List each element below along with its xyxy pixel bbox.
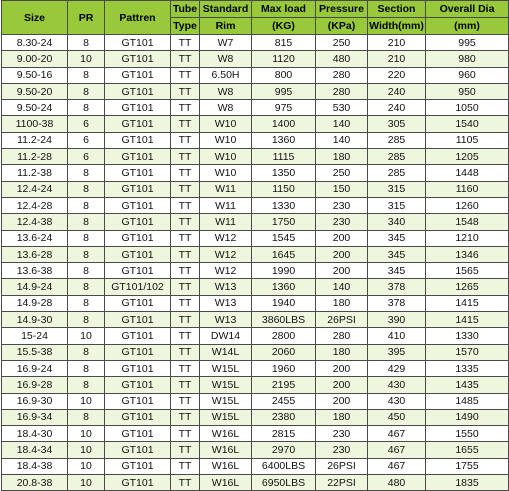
cell-max-load: 1350: [252, 165, 316, 181]
header-maxload-top: Max load: [252, 1, 316, 18]
cell-overall-dia: 1205: [426, 149, 509, 165]
cell-section-width: 285: [368, 132, 426, 148]
cell-max-load: 1360: [252, 132, 316, 148]
table-header: [2, 1, 509, 35]
cell-pr: 8: [68, 67, 105, 83]
cell-size: 16.9-28: [2, 377, 68, 393]
table-row: [2, 442, 509, 458]
cell-pressure: 140: [316, 279, 368, 295]
cell-tube: TT: [171, 295, 200, 311]
cell-pr: 8: [68, 377, 105, 393]
cell-max-load: 1990: [252, 263, 316, 279]
table-row: [2, 393, 509, 409]
cell-pattern: GT101: [105, 442, 171, 458]
cell-overall-dia: 1265: [426, 279, 509, 295]
cell-pattern: GT101: [105, 312, 171, 328]
cell-pattern: GT101: [105, 475, 171, 491]
table-row: [2, 426, 509, 442]
cell-tube: TT: [171, 230, 200, 246]
cell-rim: W11: [200, 214, 252, 230]
cell-pressure: 200: [316, 230, 368, 246]
cell-pattern: GT101: [105, 100, 171, 116]
cell-tube: TT: [171, 377, 200, 393]
cell-pr: 8: [68, 197, 105, 213]
cell-pr: 10: [68, 426, 105, 442]
cell-tube: TT: [171, 426, 200, 442]
cell-max-load: 800: [252, 67, 316, 83]
table-row: [2, 458, 509, 474]
header-section-top: Section: [368, 1, 426, 18]
cell-pattern: GT101: [105, 197, 171, 213]
cell-section-width: 467: [368, 442, 426, 458]
cell-pattern: GT101: [105, 409, 171, 425]
cell-pr: 8: [68, 312, 105, 328]
cell-pressure: 140: [316, 132, 368, 148]
cell-pressure: 230: [316, 442, 368, 458]
header-standard-bottom: Rim: [200, 18, 252, 35]
cell-max-load: 2815: [252, 426, 316, 442]
cell-size: 15.5-38: [2, 344, 68, 360]
cell-pattern: GT101: [105, 51, 171, 67]
cell-size: 13.6-28: [2, 246, 68, 262]
cell-tube: TT: [171, 214, 200, 230]
cell-pattern: GT101: [105, 328, 171, 344]
cell-rim: W16L: [200, 458, 252, 474]
cell-tube: TT: [171, 328, 200, 344]
cell-overall-dia: 980: [426, 51, 509, 67]
cell-max-load: 6400LBS: [252, 458, 316, 474]
cell-pr: 6: [68, 132, 105, 148]
cell-pr: 10: [68, 442, 105, 458]
table-row: [2, 295, 509, 311]
cell-pattern: GT101: [105, 67, 171, 83]
cell-max-load: 1960: [252, 360, 316, 376]
cell-max-load: 1645: [252, 246, 316, 262]
table-row: [2, 279, 509, 295]
cell-section-width: 345: [368, 263, 426, 279]
cell-tube: TT: [171, 35, 200, 51]
cell-max-load: 1360: [252, 279, 316, 295]
cell-pressure: 22PSI: [316, 475, 368, 491]
table-row: [2, 246, 509, 262]
cell-size: 14.9-24: [2, 279, 68, 295]
cell-rim: W7: [200, 35, 252, 51]
header-section-bottom: Width(mm): [368, 18, 426, 35]
header-overall-bottom: (mm): [426, 18, 509, 35]
cell-pressure: 250: [316, 35, 368, 51]
table-row: [2, 51, 509, 67]
cell-pattern: GT101: [105, 246, 171, 262]
cell-overall-dia: 1050: [426, 100, 509, 116]
cell-rim: W12: [200, 246, 252, 262]
cell-size: 9.50-20: [2, 83, 68, 99]
cell-size: 16.9-24: [2, 360, 68, 376]
cell-overall-dia: 1346: [426, 246, 509, 262]
cell-pressure: 230: [316, 426, 368, 442]
cell-rim: W15L: [200, 360, 252, 376]
table-row: [2, 181, 509, 197]
cell-rim: 6.50H: [200, 67, 252, 83]
header-pressure-top: Pressure: [316, 1, 368, 18]
cell-overall-dia: 1435: [426, 377, 509, 393]
cell-pressure: 280: [316, 328, 368, 344]
cell-pattern: GT101: [105, 35, 171, 51]
table-row: [2, 312, 509, 328]
cell-tube: TT: [171, 409, 200, 425]
cell-pattern: GT101: [105, 377, 171, 393]
cell-section-width: 345: [368, 230, 426, 246]
cell-tube: TT: [171, 279, 200, 295]
cell-section-width: 305: [368, 116, 426, 132]
cell-pattern: GT101: [105, 149, 171, 165]
cell-pressure: 200: [316, 393, 368, 409]
table-row: [2, 100, 509, 116]
cell-overall-dia: 1485: [426, 393, 509, 409]
cell-size: 9.00-20: [2, 51, 68, 67]
cell-tube: TT: [171, 344, 200, 360]
cell-overall-dia: 1540: [426, 116, 509, 132]
cell-size: 8.30-24: [2, 35, 68, 51]
cell-overall-dia: 960: [426, 67, 509, 83]
cell-max-load: 2060: [252, 344, 316, 360]
cell-pr: 8: [68, 100, 105, 116]
cell-section-width: 467: [368, 426, 426, 442]
cell-pressure: 150: [316, 181, 368, 197]
cell-overall-dia: 1335: [426, 360, 509, 376]
cell-pressure: 250: [316, 165, 368, 181]
cell-section-width: 345: [368, 246, 426, 262]
cell-tube: TT: [171, 246, 200, 262]
header-maxload-bottom: (KG): [252, 18, 316, 35]
header-tube-bottom: Type: [171, 18, 200, 35]
cell-max-load: 2455: [252, 393, 316, 409]
cell-pressure: 180: [316, 409, 368, 425]
cell-size: 18.4-38: [2, 458, 68, 474]
cell-overall-dia: 1105: [426, 132, 509, 148]
cell-section-width: 340: [368, 214, 426, 230]
cell-pressure: 200: [316, 377, 368, 393]
cell-rim: W16L: [200, 475, 252, 491]
cell-pattern: GT101: [105, 426, 171, 442]
cell-size: 11.2-38: [2, 165, 68, 181]
cell-pattern: GT101: [105, 132, 171, 148]
cell-overall-dia: 1448: [426, 165, 509, 181]
cell-pressure: 180: [316, 344, 368, 360]
cell-section-width: 430: [368, 393, 426, 409]
cell-max-load: 1750: [252, 214, 316, 230]
cell-overall-dia: 1210: [426, 230, 509, 246]
cell-overall-dia: 1260: [426, 197, 509, 213]
cell-tube: TT: [171, 312, 200, 328]
cell-rim: W10: [200, 132, 252, 148]
cell-pattern: GT101: [105, 214, 171, 230]
cell-pr: 6: [68, 116, 105, 132]
cell-tube: TT: [171, 442, 200, 458]
cell-pressure: 530: [316, 100, 368, 116]
cell-overall-dia: 1655: [426, 442, 509, 458]
cell-section-width: 410: [368, 328, 426, 344]
cell-pr: 10: [68, 51, 105, 67]
cell-max-load: 1400: [252, 116, 316, 132]
cell-size: 15-24: [2, 328, 68, 344]
cell-max-load: 1150: [252, 181, 316, 197]
cell-pattern: GT101: [105, 393, 171, 409]
cell-pattern: GT101: [105, 295, 171, 311]
cell-pr: 8: [68, 246, 105, 262]
cell-pr: 10: [68, 328, 105, 344]
cell-tube: TT: [171, 458, 200, 474]
cell-pr: 8: [68, 230, 105, 246]
cell-size: 14.9-28: [2, 295, 68, 311]
cell-rim: W10: [200, 149, 252, 165]
cell-tube: TT: [171, 149, 200, 165]
cell-pr: 8: [68, 165, 105, 181]
table-row: [2, 83, 509, 99]
cell-size: 11.2-28: [2, 149, 68, 165]
cell-max-load: 1545: [252, 230, 316, 246]
cell-max-load: 995: [252, 83, 316, 99]
cell-size: 16.9-30: [2, 393, 68, 409]
cell-section-width: 240: [368, 100, 426, 116]
table-row: [2, 35, 509, 51]
cell-pressure: 200: [316, 360, 368, 376]
cell-pattern: GT101: [105, 83, 171, 99]
cell-tube: TT: [171, 132, 200, 148]
table-row: [2, 132, 509, 148]
cell-section-width: 285: [368, 165, 426, 181]
cell-max-load: 2970: [252, 442, 316, 458]
cell-pressure: 26PSI: [316, 458, 368, 474]
cell-tube: TT: [171, 393, 200, 409]
cell-pattern: GT101: [105, 181, 171, 197]
cell-section-width: 220: [368, 67, 426, 83]
cell-size: 13.6-38: [2, 263, 68, 279]
cell-overall-dia: 995: [426, 35, 509, 51]
cell-tube: TT: [171, 100, 200, 116]
cell-size: 1100-38: [2, 116, 68, 132]
cell-rim: W13: [200, 295, 252, 311]
cell-pressure: 230: [316, 214, 368, 230]
cell-section-width: 378: [368, 295, 426, 311]
cell-max-load: 2800: [252, 328, 316, 344]
cell-tube: TT: [171, 475, 200, 491]
cell-pattern: GT101: [105, 165, 171, 181]
cell-rim: DW14: [200, 328, 252, 344]
cell-pressure: 180: [316, 295, 368, 311]
cell-section-width: 210: [368, 35, 426, 51]
cell-pr: 8: [68, 181, 105, 197]
cell-overall-dia: 1330: [426, 328, 509, 344]
cell-tube: TT: [171, 197, 200, 213]
cell-pr: 8: [68, 83, 105, 99]
cell-pattern: GT101: [105, 116, 171, 132]
cell-tube: TT: [171, 165, 200, 181]
table-row: [2, 197, 509, 213]
cell-pressure: 200: [316, 246, 368, 262]
cell-size: 9.50-24: [2, 100, 68, 116]
header-pressure-bottom: (KPa): [316, 18, 368, 35]
cell-section-width: 240: [368, 83, 426, 99]
cell-overall-dia: 1755: [426, 458, 509, 474]
cell-pattern: GT101: [105, 360, 171, 376]
table-row: [2, 67, 509, 83]
cell-pressure: 480: [316, 51, 368, 67]
table-body: [2, 35, 509, 491]
cell-section-width: 390: [368, 312, 426, 328]
cell-overall-dia: 1160: [426, 181, 509, 197]
cell-rim: W8: [200, 51, 252, 67]
header-overall-top: Overall Dia: [426, 1, 509, 18]
cell-overall-dia: 1548: [426, 214, 509, 230]
cell-section-width: 315: [368, 181, 426, 197]
cell-size: 18.4-34: [2, 442, 68, 458]
cell-size: 12.4-24: [2, 181, 68, 197]
cell-overall-dia: 1415: [426, 312, 509, 328]
cell-tube: TT: [171, 181, 200, 197]
cell-section-width: 210: [368, 51, 426, 67]
cell-size: 11.2-24: [2, 132, 68, 148]
cell-pattern: GT101: [105, 458, 171, 474]
table-row: [2, 409, 509, 425]
table-row: [2, 360, 509, 376]
cell-rim: W10: [200, 165, 252, 181]
cell-section-width: 467: [368, 458, 426, 474]
cell-overall-dia: 950: [426, 83, 509, 99]
cell-rim: W12: [200, 230, 252, 246]
cell-max-load: 2380: [252, 409, 316, 425]
cell-pr: 8: [68, 360, 105, 376]
cell-pattern: GT101: [105, 230, 171, 246]
cell-pattern: GT101: [105, 344, 171, 360]
cell-pr: 8: [68, 295, 105, 311]
cell-size: 9.50-16: [2, 67, 68, 83]
table-row: [2, 230, 509, 246]
table-row: [2, 263, 509, 279]
cell-overall-dia: 1835: [426, 475, 509, 491]
table-row: [2, 214, 509, 230]
cell-pattern: GT101/102: [105, 279, 171, 295]
cell-rim: W13: [200, 312, 252, 328]
cell-rim: W15L: [200, 409, 252, 425]
cell-size: 20.8-38: [2, 475, 68, 491]
cell-rim: W12: [200, 263, 252, 279]
cell-max-load: 6950LBS: [252, 475, 316, 491]
header-tube-top: Tube: [171, 1, 200, 18]
cell-rim: W13: [200, 279, 252, 295]
cell-overall-dia: 1565: [426, 263, 509, 279]
cell-size: 12.4-38: [2, 214, 68, 230]
cell-max-load: 1940: [252, 295, 316, 311]
cell-size: 16.9-34: [2, 409, 68, 425]
table-row: [2, 116, 509, 132]
cell-rim: W8: [200, 83, 252, 99]
cell-pressure: 180: [316, 149, 368, 165]
cell-pr: 10: [68, 458, 105, 474]
cell-pressure: 230: [316, 197, 368, 213]
cell-section-width: 285: [368, 149, 426, 165]
cell-pr: 10: [68, 393, 105, 409]
cell-max-load: 3860LBS: [252, 312, 316, 328]
table-row: [2, 149, 509, 165]
cell-pressure: 26PSI: [316, 312, 368, 328]
cell-pr: 8: [68, 214, 105, 230]
cell-pattern: GT101: [105, 263, 171, 279]
cell-pr: 6: [68, 149, 105, 165]
cell-overall-dia: 1570: [426, 344, 509, 360]
cell-rim: W11: [200, 197, 252, 213]
cell-section-width: 378: [368, 279, 426, 295]
cell-pr: 8: [68, 344, 105, 360]
cell-rim: W16L: [200, 426, 252, 442]
cell-overall-dia: 1415: [426, 295, 509, 311]
tire-spec-table: [1, 0, 509, 491]
cell-max-load: 815: [252, 35, 316, 51]
table-row: [2, 165, 509, 181]
cell-pr: 10: [68, 475, 105, 491]
cell-tube: TT: [171, 360, 200, 376]
cell-overall-dia: 1490: [426, 409, 509, 425]
cell-rim: W15L: [200, 393, 252, 409]
cell-overall-dia: 1550: [426, 426, 509, 442]
header-pattern: Pattren: [105, 1, 171, 35]
cell-max-load: 975: [252, 100, 316, 116]
cell-tube: TT: [171, 51, 200, 67]
cell-tube: TT: [171, 83, 200, 99]
cell-rim: W14L: [200, 344, 252, 360]
cell-rim: W11: [200, 181, 252, 197]
cell-pressure: 280: [316, 83, 368, 99]
cell-pressure: 140: [316, 116, 368, 132]
table-row: [2, 344, 509, 360]
cell-max-load: 1330: [252, 197, 316, 213]
cell-rim: W10: [200, 116, 252, 132]
table-row: [2, 377, 509, 393]
header-pr: PR: [68, 1, 105, 35]
cell-size: 12.4-28: [2, 197, 68, 213]
cell-pressure: 200: [316, 263, 368, 279]
cell-tube: TT: [171, 116, 200, 132]
cell-size: 18.4-30: [2, 426, 68, 442]
cell-pr: 8: [68, 409, 105, 425]
header-standard-top: Standard: [200, 1, 252, 18]
cell-rim: W15L: [200, 377, 252, 393]
cell-pressure: 280: [316, 67, 368, 83]
cell-section-width: 315: [368, 197, 426, 213]
cell-section-width: 450: [368, 409, 426, 425]
header-size: Size: [2, 1, 68, 35]
table-row: [2, 328, 509, 344]
cell-section-width: 395: [368, 344, 426, 360]
cell-section-width: 429: [368, 360, 426, 376]
cell-pr: 8: [68, 35, 105, 51]
cell-size: 14.9-30: [2, 312, 68, 328]
cell-max-load: 1115: [252, 149, 316, 165]
cell-rim: W16L: [200, 442, 252, 458]
cell-size: 13.6-24: [2, 230, 68, 246]
cell-tube: TT: [171, 263, 200, 279]
cell-section-width: 430: [368, 377, 426, 393]
cell-max-load: 2195: [252, 377, 316, 393]
cell-max-load: 1120: [252, 51, 316, 67]
cell-rim: W8: [200, 100, 252, 116]
cell-pr: 8: [68, 263, 105, 279]
cell-section-width: 480: [368, 475, 426, 491]
cell-pr: 8: [68, 279, 105, 295]
cell-tube: TT: [171, 67, 200, 83]
